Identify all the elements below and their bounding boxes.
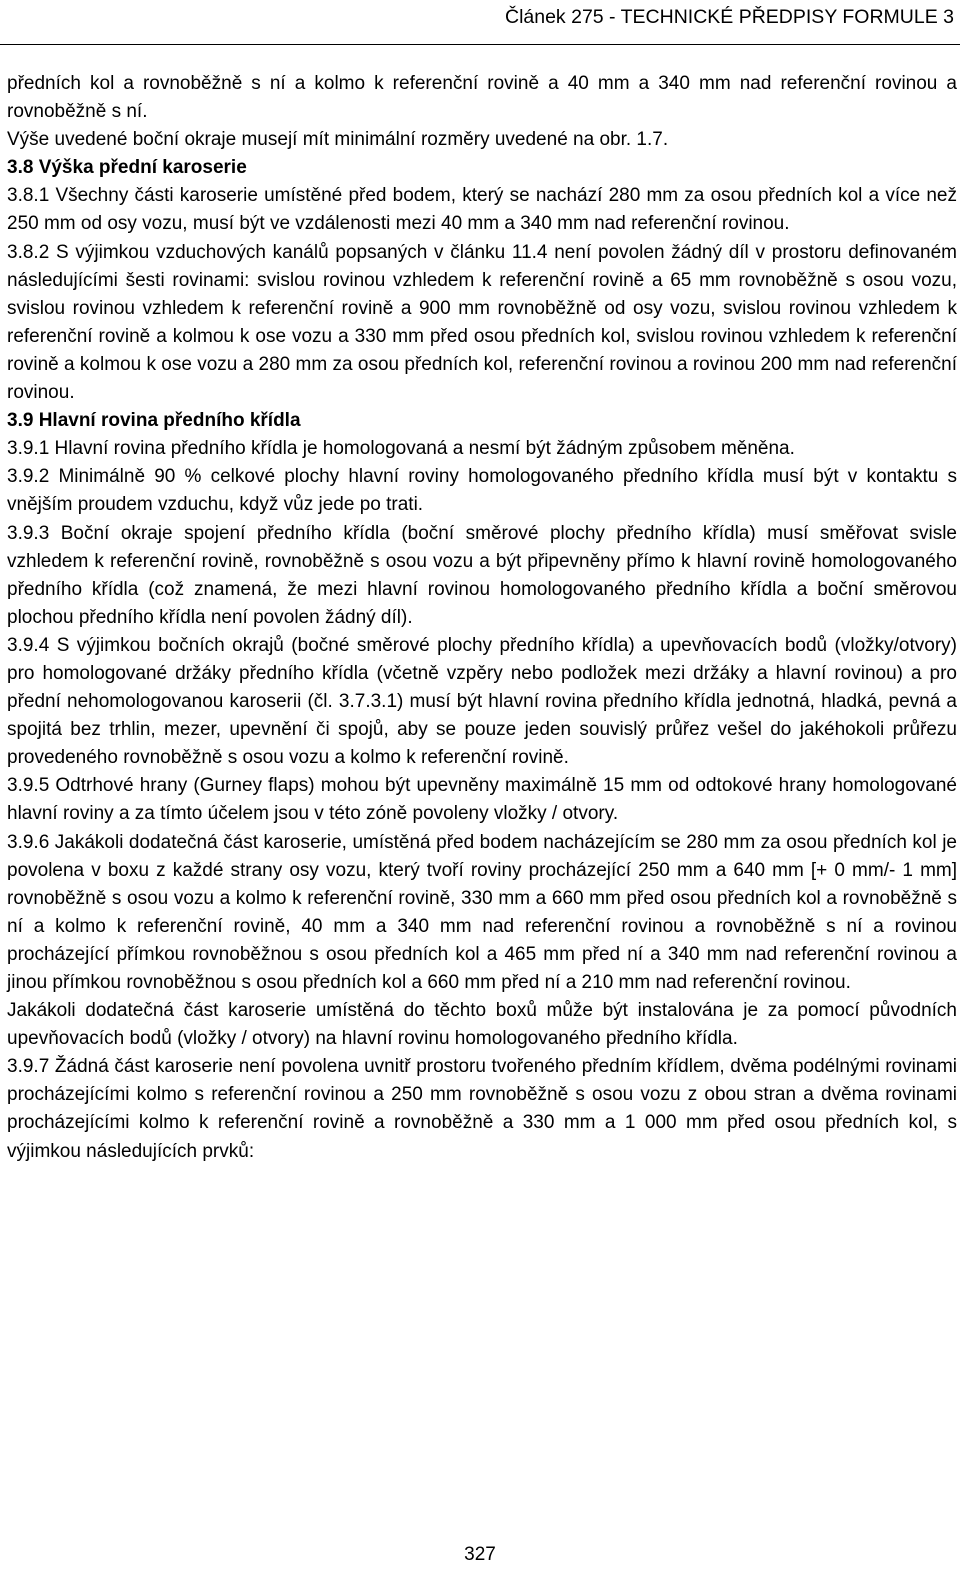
heading-3-8: 3.8 Výška přední karoserie <box>7 157 247 179</box>
paragraph-3-8-1: 3.8.1 Všechny části karoserie umístěné před bodem, který se nachází 280 mm za osou předních kol a více než 250 mm od osy vozu, musí být ve vzdálenosti mezi 40 mm a 340 mm nad referenční rovinou. <box>7 185 957 235</box>
paragraph-intro-2: Výše uvedené boční okraje musejí mít minimální rozměry uvedené na obr. 1.7. <box>7 129 669 151</box>
paragraph-3-9-1: 3.9.1 Hlavní rovina předního křídla je homologovaná a nesmí být žádným způsobem měněna. <box>7 438 795 460</box>
paragraph-intro-1: předních kol a rovnoběžně s ní a kolmo k referenční rovině a 40 mm a 340 mm nad referenční rovinou a rovnoběžně s ní. <box>7 73 957 123</box>
paragraph-3-9-5: 3.9.5 Odtrhové hrany (Gurney flaps) mohou být upevněny maximálně 15 mm od odtokové hrany homologované hlavní roviny a za tímto účelem jsou v této zóně povoleny vložky / otvory. <box>7 775 957 825</box>
paragraph-3-9-4: 3.9.4 S výjimkou bočních okrajů (bočné směrové plochy předního křídla) a upevňovacích bodů (vložky/otvory) pro homologované držáky předního křídla (včetně vzpěry nebo podložek mezi držáky a hlavní rovinou) a pro přední nehomologovanou karoserii (čl. 3.7.3.1) musí být hlavní rovina předního křídla jednotná, hladká, pevná a spojitá bez trhlin, mezer, upevnění či spojů, aby se pouze jeden souvislý průřez vešel do jakéhokoli průřezu provedeného rovnoběžně s osou vozu a kolmo k referenční rovině. <box>7 634 957 769</box>
paragraph-3-9-3: 3.9.3 Boční okraje spojení předního křídla (boční směrové plochy předního křídla) musí směřovat svisle vzhledem k referenční rovině, rovnoběžně s osou vozu a být připevněny přímo k hlavní rovině homologovaného předního křídla (což znamená, že mezi hlavní rovinou homologovaného předního křídla a boční směrovou plochou předního křídla není povolen žádný díl). <box>7 522 957 628</box>
paragraph-3-9-6-continued: Jakákoli dodatečná část karoserie umístěná do těchto boxů může být instalována je za pomocí původních upevňovacích bodů (vložky / otvory) na hlavní rovinu homologovaného předního křídla. <box>7 1000 957 1050</box>
body-text <box>7 70 957 1166</box>
paragraph-3-9-7: 3.9.7 Žádná část karoserie není povolena uvnitř prostoru tvořeného předním křídlem, dvěma podélnými rovinami procházejícími kolmo s referenční rovinou a 250 mm rovnoběžně s osou vozu z obou stran a dvěma rovinami procházejícími kolmo k referenční rovině a rovnoběžně a 330 mm a 1 000 mm před osou předních kol, s výjimkou následujících prvků: <box>7 1056 957 1162</box>
paragraph-3-9-6: 3.9.6 Jakákoli dodatečná část karoserie, umístěná před bodem nacházejícím se 280 mm za osou předních kol je povolena v boxu z každé strany osy vozu, který tvoří roviny procházející 250 mm a 640 mm [+ 0 mm/- 1 mm] rovnoběžně s osou vozu a kolmo k referenční rovině, 330 mm a 660 mm před osou předních kol a rovnoběžně s ní a kolmo k referenční rovině, 40 mm a 340 mm nad referenční rovinou a rovnoběžně s ní a rovinou procházející přímkou rovnoběžnou s osou předních kol a 465 mm před ní a 340 mm nad referenční rovinou a jinou přímkou rovnoběžnou s osou předních kol a 660 mm před ní a 210 mm nad referenční rovinou. <box>7 831 957 993</box>
page-number: 327 <box>464 1544 496 1565</box>
heading-3-9: 3.9 Hlavní rovina předního křídla <box>7 410 301 432</box>
running-header: Článek 275 - TECHNICKÉ PŘEDPISY FORMULE 3 <box>504 6 954 28</box>
paragraph-3-8-2: 3.8.2 S výjimkou vzduchových kanálů popsaných v článku 11.4 není povolen žádný díl v prostoru definovaném následujícími šesti rovinami: svislou rovinou vzhledem k referenční rovině a 65 mm rovnoběžně s osou vozu, svislou rovinou vzhledem k referenční rovině a 900 mm rovnoběžně od osy vozu, svislou rovinou vzhledem k referenční rovině a kolmou k ose vozu a 330 mm před osou předních kol, svislou rovinou vzhledem k referenční rovině a kolmou k ose vozu a 280 mm za osou předních kol, referenční rovinou a rovinou 200 mm nad referenční rovinou. <box>7 241 957 404</box>
paragraph-3-9-2: 3.9.2 Minimálně 90 % celkové plochy hlavní roviny homologovaného předního křídla musí být v kontaktu s vnějším proudem vzduchu, když vůz jede po trati. <box>7 466 957 516</box>
header-rule <box>0 44 960 45</box>
